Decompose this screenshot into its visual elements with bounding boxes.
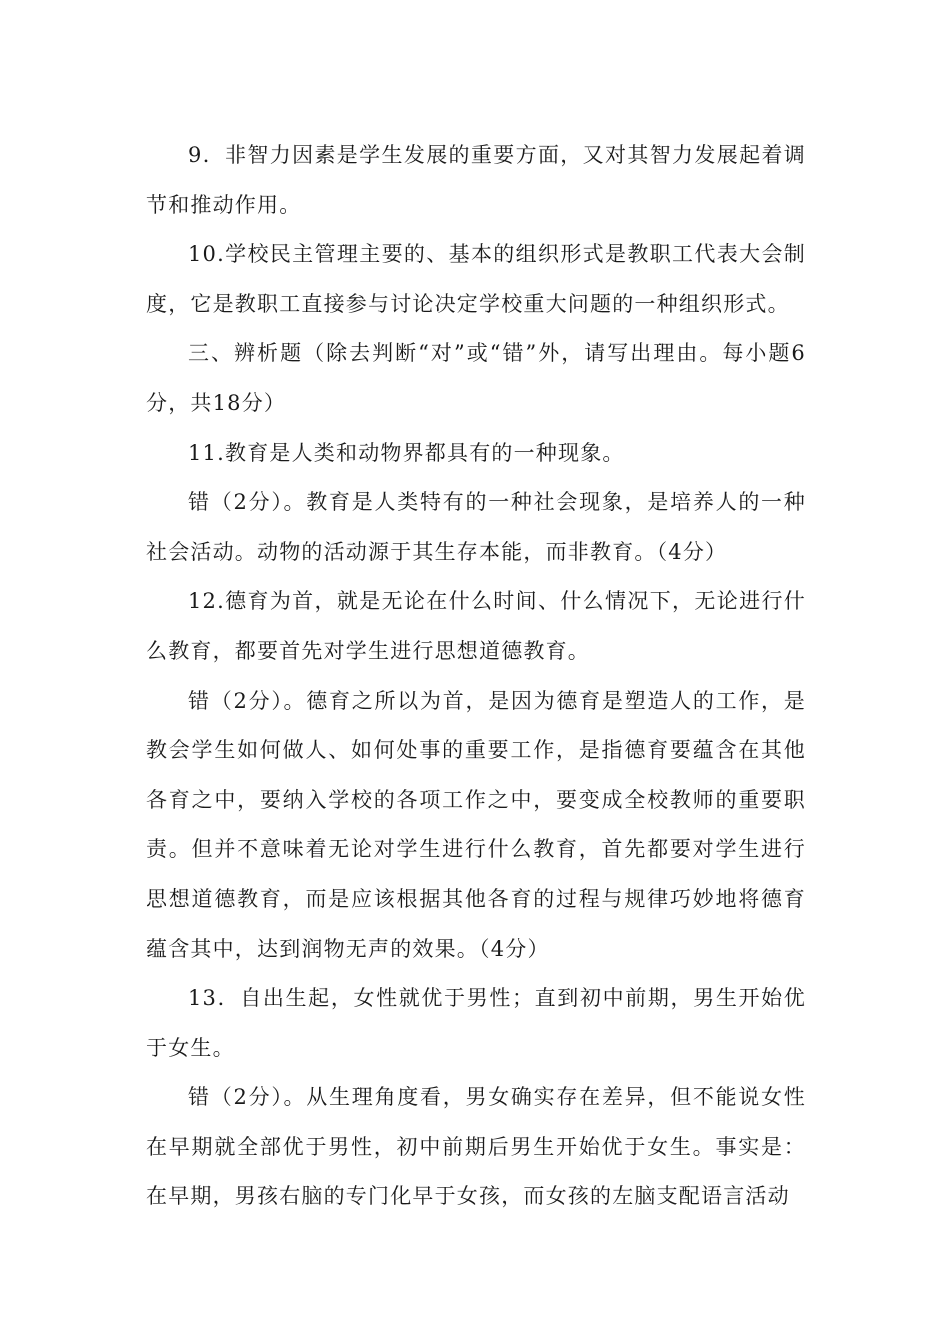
section-heading-3: 三、辨析题（除去判断“对”或“错”外，请写出理由。每小题6分，共18分） [146, 341, 806, 415]
paragraph-q12: 12.德育为首，就是无论在什么时间、什么情况下，无论进行什么教育，都要首先对学生进行思想道德教育。 [146, 589, 806, 663]
answer-q12: 错（2分）。德育之所以为首，是因为德育是塑造人的工作，是教会学生如何做人、如何处事的重要工作，是指德育要蕴含在其他各育之中，要纳入学校的各项工作之中，要变成全校教师的重要职责。但并不意味着无论对学生进行什么教育，首先都要对学生进行思想道德教育，而是应该根据其他各育的过程与规律巧妙地将德育蕴含其中，达到润物无声的效果。（4分） [146, 688, 806, 961]
paragraph-q9: 9．非智力因素是学生发展的重要方面，又对其智力发展起着调节和推动作用。 [146, 143, 806, 217]
paragraph-q13: 13．自出生起，女性就优于男性；直到初中前期，男生开始优于女生。 [146, 986, 806, 1060]
answer-q11: 错（2分）。教育是人类特有的一种社会现象，是培养人的一种社会活动。动物的活动源于其生存本能，而非教育。（4分） [146, 490, 806, 564]
answer-q13: 错（2分）。从生理角度看，男女确实存在差异，但不能说女性在早期就全部优于男性，初中前期后男生开始优于女生。事实是：在早期，男孩右脑的专门化早于女孩，而女孩的左脑支配语言活动 [146, 1085, 806, 1209]
document-body [146, 131, 806, 1222]
paragraph-q10: 10.学校民主管理主要的、基本的组织形式是教职工代表大会制度，它是教职工直接参与讨论决定学校重大问题的一种组织形式。 [146, 242, 806, 316]
paragraph-q11: 11.教育是人类和动物界都具有的一种现象。 [188, 440, 625, 465]
